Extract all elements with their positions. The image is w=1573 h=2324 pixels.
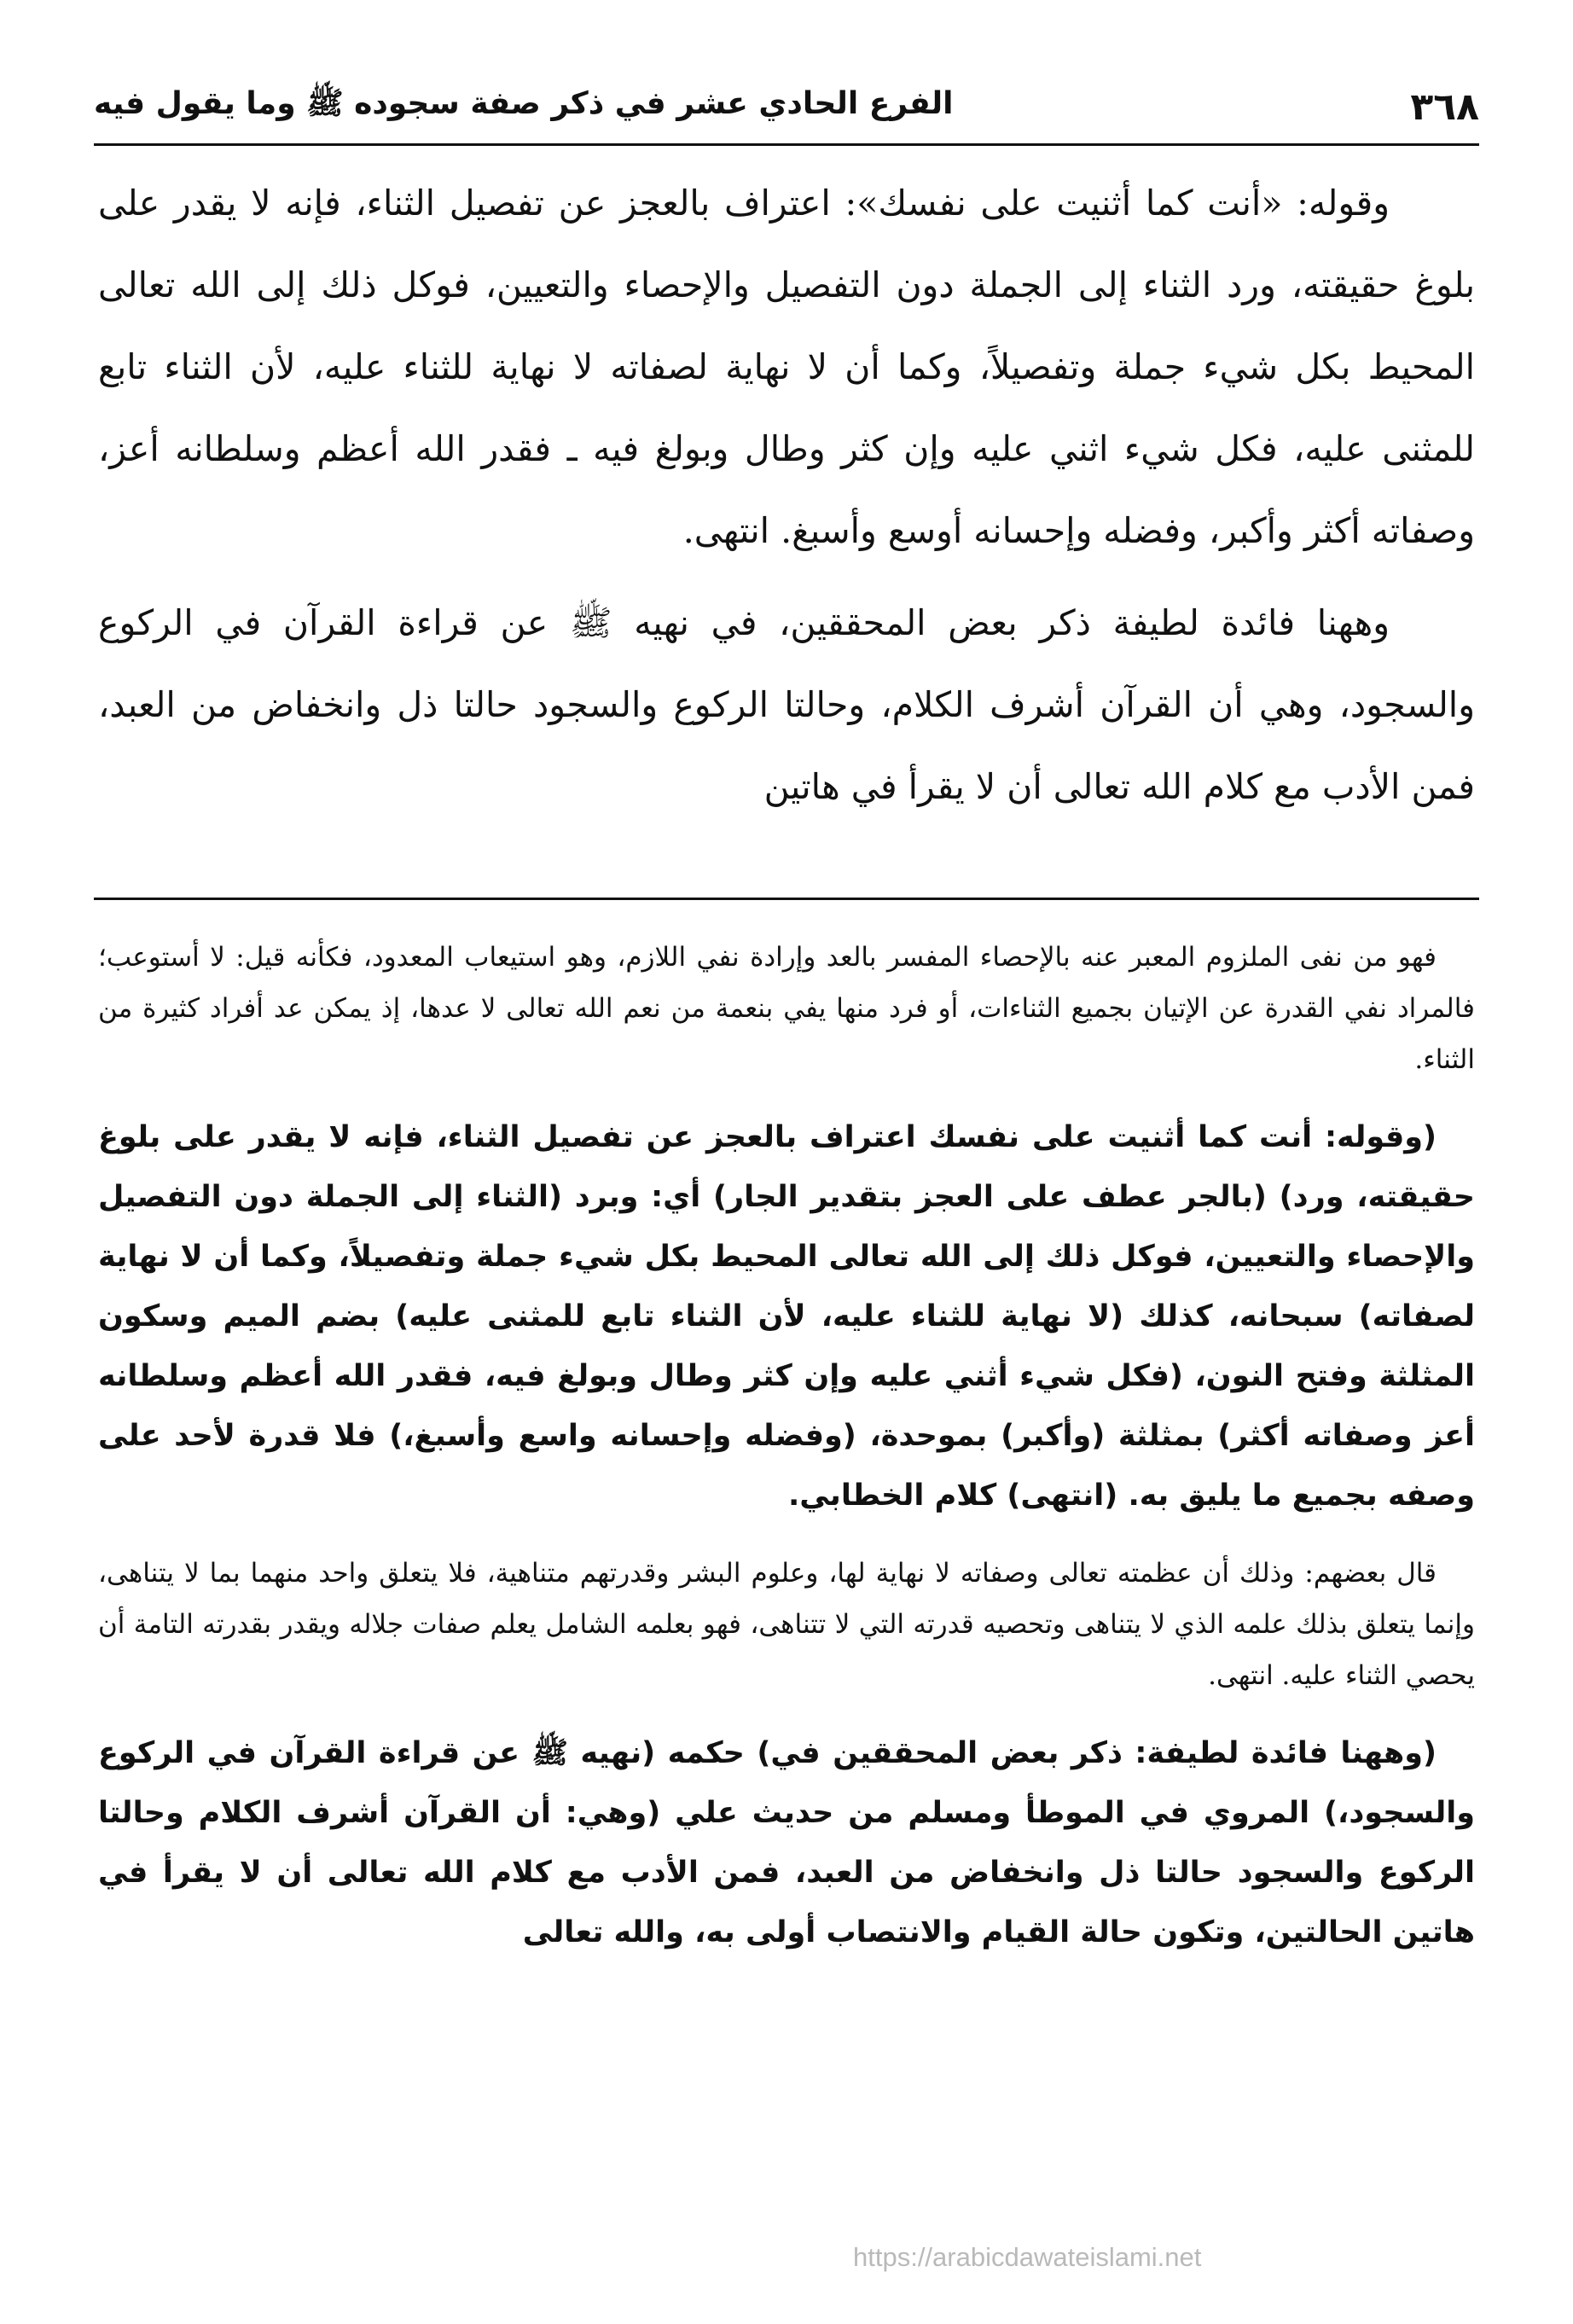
commentary-paragraph-2: (وقوله: أنت كما أثنيت على نفسك اعتراف بالعجز عن تفصيل الثناء، فإنه لا يقدر على بلوغ حقيقته، ورد) (بالجر عطف على العجز بتقدير الجار) أي: وبرد (الثناء إلى الجملة دون التفصيل والإحصاء والتعيين، فوكل ذلك إلى الله تعالى المحيط بكل شيء جملة وتفصيلاً، وكما أن لا نهاية لصفاته) سبحانه، كذلك (لا نهاية للثناء عليه، لأن الثناء تابع للمثنى عليه) بضم الميم وسكون المثلثة وفتح النون، (فكل شيء أثني عليه وإن كثر وطال وبولغ فيه، فقدر الله أعظم وسلطانه أعز وصفاته أكثر) بمثلثة (وأكبر) بموحدة، (وفضله وإحسانه واسع وأسبغ،) فلا قدرة لأحد على وصفه بجميع ما يليق به. (انتهى) كلام الخطابي.: [98, 1120, 1475, 1513]
main-paragraph-2: وههنا فائدة لطيفة ذكر بعض المحققين، في نهيه ﷺ عن قراءة القرآن في الركوع والسجود، وهي أن القرآن أشرف الكلام، وحالتا الركوع والسجود حالتا ذل وانخفاض من العبد، فمن الأدب مع كلام الله تعالى أن لا يقرأ في هاتين: [98, 602, 1475, 807]
page-header: [94, 77, 1479, 137]
commentary-block: [98, 932, 1475, 1962]
page-number: ٣٦٨: [1410, 84, 1479, 129]
main-paragraph-1: وقوله: «أنت كما أثنيت على نفسك»: اعتراف بالعجز عن تفصيل الثناء، فإنه لا يقدر على بلوغ حقيقته، ورد الثناء إلى الجملة دون التفصيل والإحصاء والتعيين، فوكل ذلك إلى الله تعالى المحيط بكل شيء جملة وتفصيلاً، وكما أن لا نهاية لصفاته لا نهاية للثناء عليه، لأن الثناء تابع للمثنى عليه، فكل شيء اثني عليه وإن كثر وطال وبولغ فيه ـ فقدر الله أعظم وسلطانه أعز، وصفاته أكثر وأكبر، وفضله وإحسانه أوسع وأسبغ. انتهى.: [98, 183, 1475, 551]
header-divider: [94, 143, 1479, 146]
running-title: الفرع الحادي عشر في ذكر صفة سجوده ﷺ وما يقول فيه: [94, 86, 954, 121]
commentary-paragraph-1: فهو من نفى الملزوم المعبر عنه بالإحصاء المفسر بالعد وإرادة نفي اللازم، وهو استيعاب المعدود، فكأنه قيل: لا أستوعب؛ فالمراد نفي القدرة عن الإتيان بجميع الثناءات، أو فرد منها يفي بنعمة من نعم الله تعالى لا عدها، إذ يمكن عد أفراد كثيرة من الثناء.: [98, 942, 1475, 1075]
main-text-block: [98, 162, 1475, 828]
commentary-divider: [94, 898, 1479, 900]
watermark-url: https://arabicdawateislami.net: [853, 2242, 1202, 2272]
commentary-paragraph-3: قال بعضهم: وذلك أن عظمته تعالى وصفاته لا نهاية لها، وعلوم البشر وقدرتهم متناهية، فلا يتعلق واحد منهما بما لا يتناهى، وإنما يتعلق بذلك علمه الذي لا يتناهى وتحصيه قدرته التي لا تتناهى، فهو بعلمه الشامل يعلم صفات جلاله ويقدر بقدرته التامة أن يحصي الثناء عليه. انتهى.: [98, 1558, 1475, 1691]
commentary-paragraph-4: (وههنا فائدة لطيفة: ذكر بعض المحققين في) حكمه (نهيه ﷺ عن قراءة القرآن في الركوع والسجود،) المروي في الموطأ ومسلم من حديث علي (وهي: أن القرآن أشرف الكلام وحالتا الركوع والسجود حالتا ذل وانخفاض من العبد، فمن الأدب مع كلام الله تعالى أن لا يقرأ في هاتين الحالتين، وتكون حالة القيام والانتصاب أولى به، والله تعالى: [98, 1736, 1475, 1949]
